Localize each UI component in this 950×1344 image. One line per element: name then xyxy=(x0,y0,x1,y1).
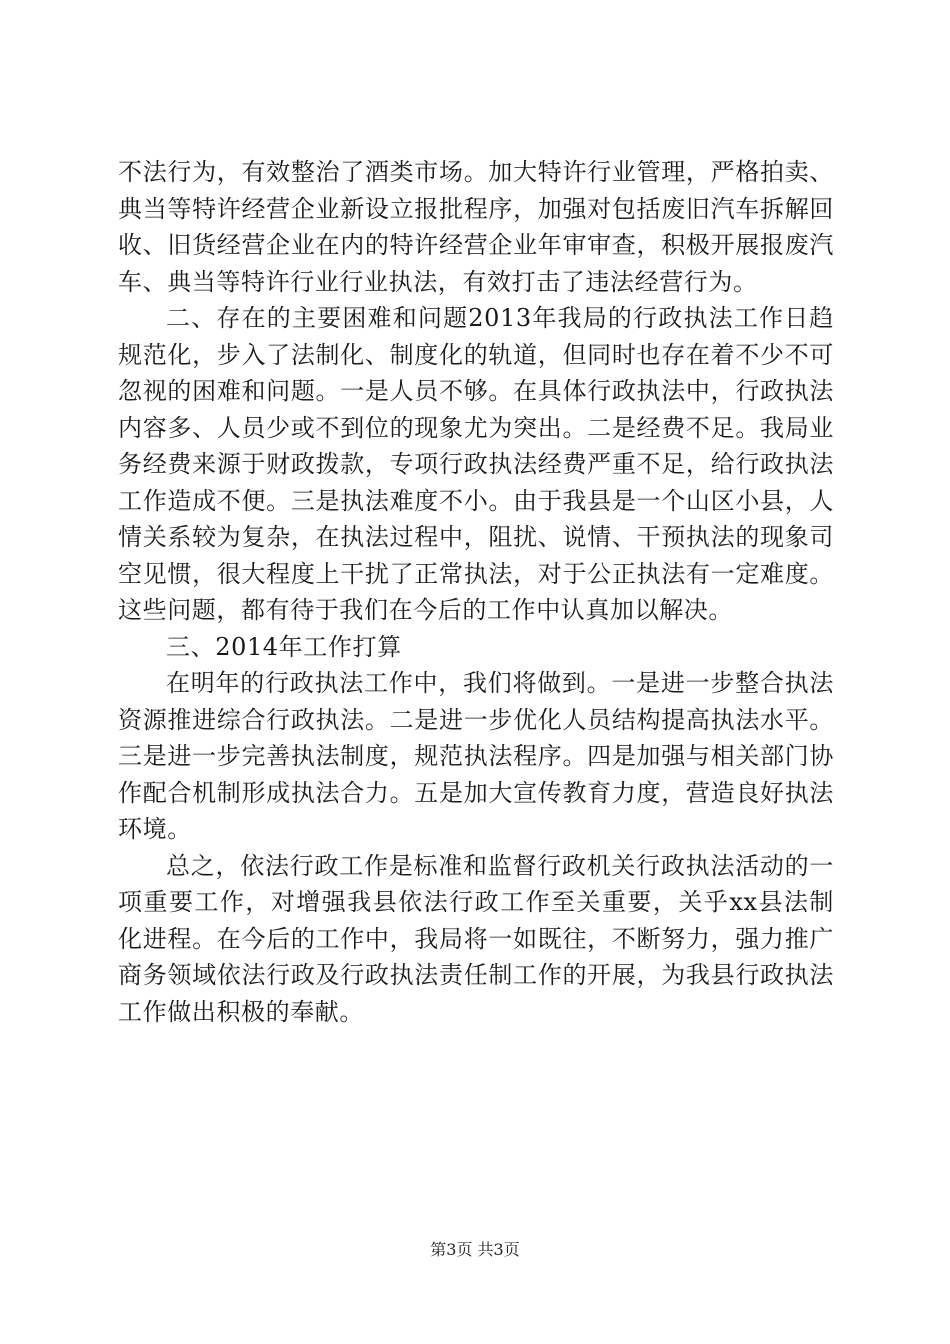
paragraph-4: 在明年的行政执法工作中，我们将做到。一是进一步整合执法资源推进综合行政执法。二是进一步优化人员结构提高执法水平。三是进一步完善执法制度，规范执法程序。四是加强与相关部门协作配合机制形成执法合力。五是加大宣传教育力度，营造良好执法环境。 xyxy=(118,669,834,843)
paragraph-2: 二、存在的主要困难和问题2013年我局的行政执法工作日趋规范化，步入了法制化、制度化的轨道，但同时也存在着不少不可忽视的困难和问题。一是人员不够。在具体行政执法中，行政执法内容多、人员少或不到位的现象尤为突出。二是经费不足。我局业务经费来源于财政拨款，专项行政执法经费严重不足，给行政执法工作造成不便。三是执法难度不小。由于我县是一个山区小县，人情关系较为复杂，在执法过程中，阻扰、说情、干预执法的现象司空见惯，很大程度上干扰了正常执法，对于公正执法有一定难度。这些问题，都有待于我们在今后的工作中认真加以解决。 xyxy=(118,304,834,624)
paragraph-5: 总之，依法行政工作是标准和监督行政机关行政执法活动的一项重要工作，对增强我县依法行政工作至关重要，关乎xx县法制化进程。在今后的工作中，我局将一如既往，不断努力，强力推广商务领域依法行政及行政执法责任制工作的开展，为我县行政执法工作做出积极的奉献。 xyxy=(118,851,834,1026)
page-number-label: 第3页 共3页 xyxy=(430,1240,520,1259)
page-footer xyxy=(0,1240,950,1260)
section-heading-3: 三、2014年工作打算 xyxy=(166,632,402,661)
paragraph-1: 不法行为，有效整治了酒类市场。加大特许行业管理，严格拍卖、典当等特许经营企业新设立报批程序，加强对包括废旧汽车拆解回收、旧货经营企业在内的特许经营企业年审审查，积极开展报废汽车、典当等特许行业行业执法，有效打击了违法经营行为。 xyxy=(118,158,834,296)
document-body xyxy=(118,154,834,1030)
